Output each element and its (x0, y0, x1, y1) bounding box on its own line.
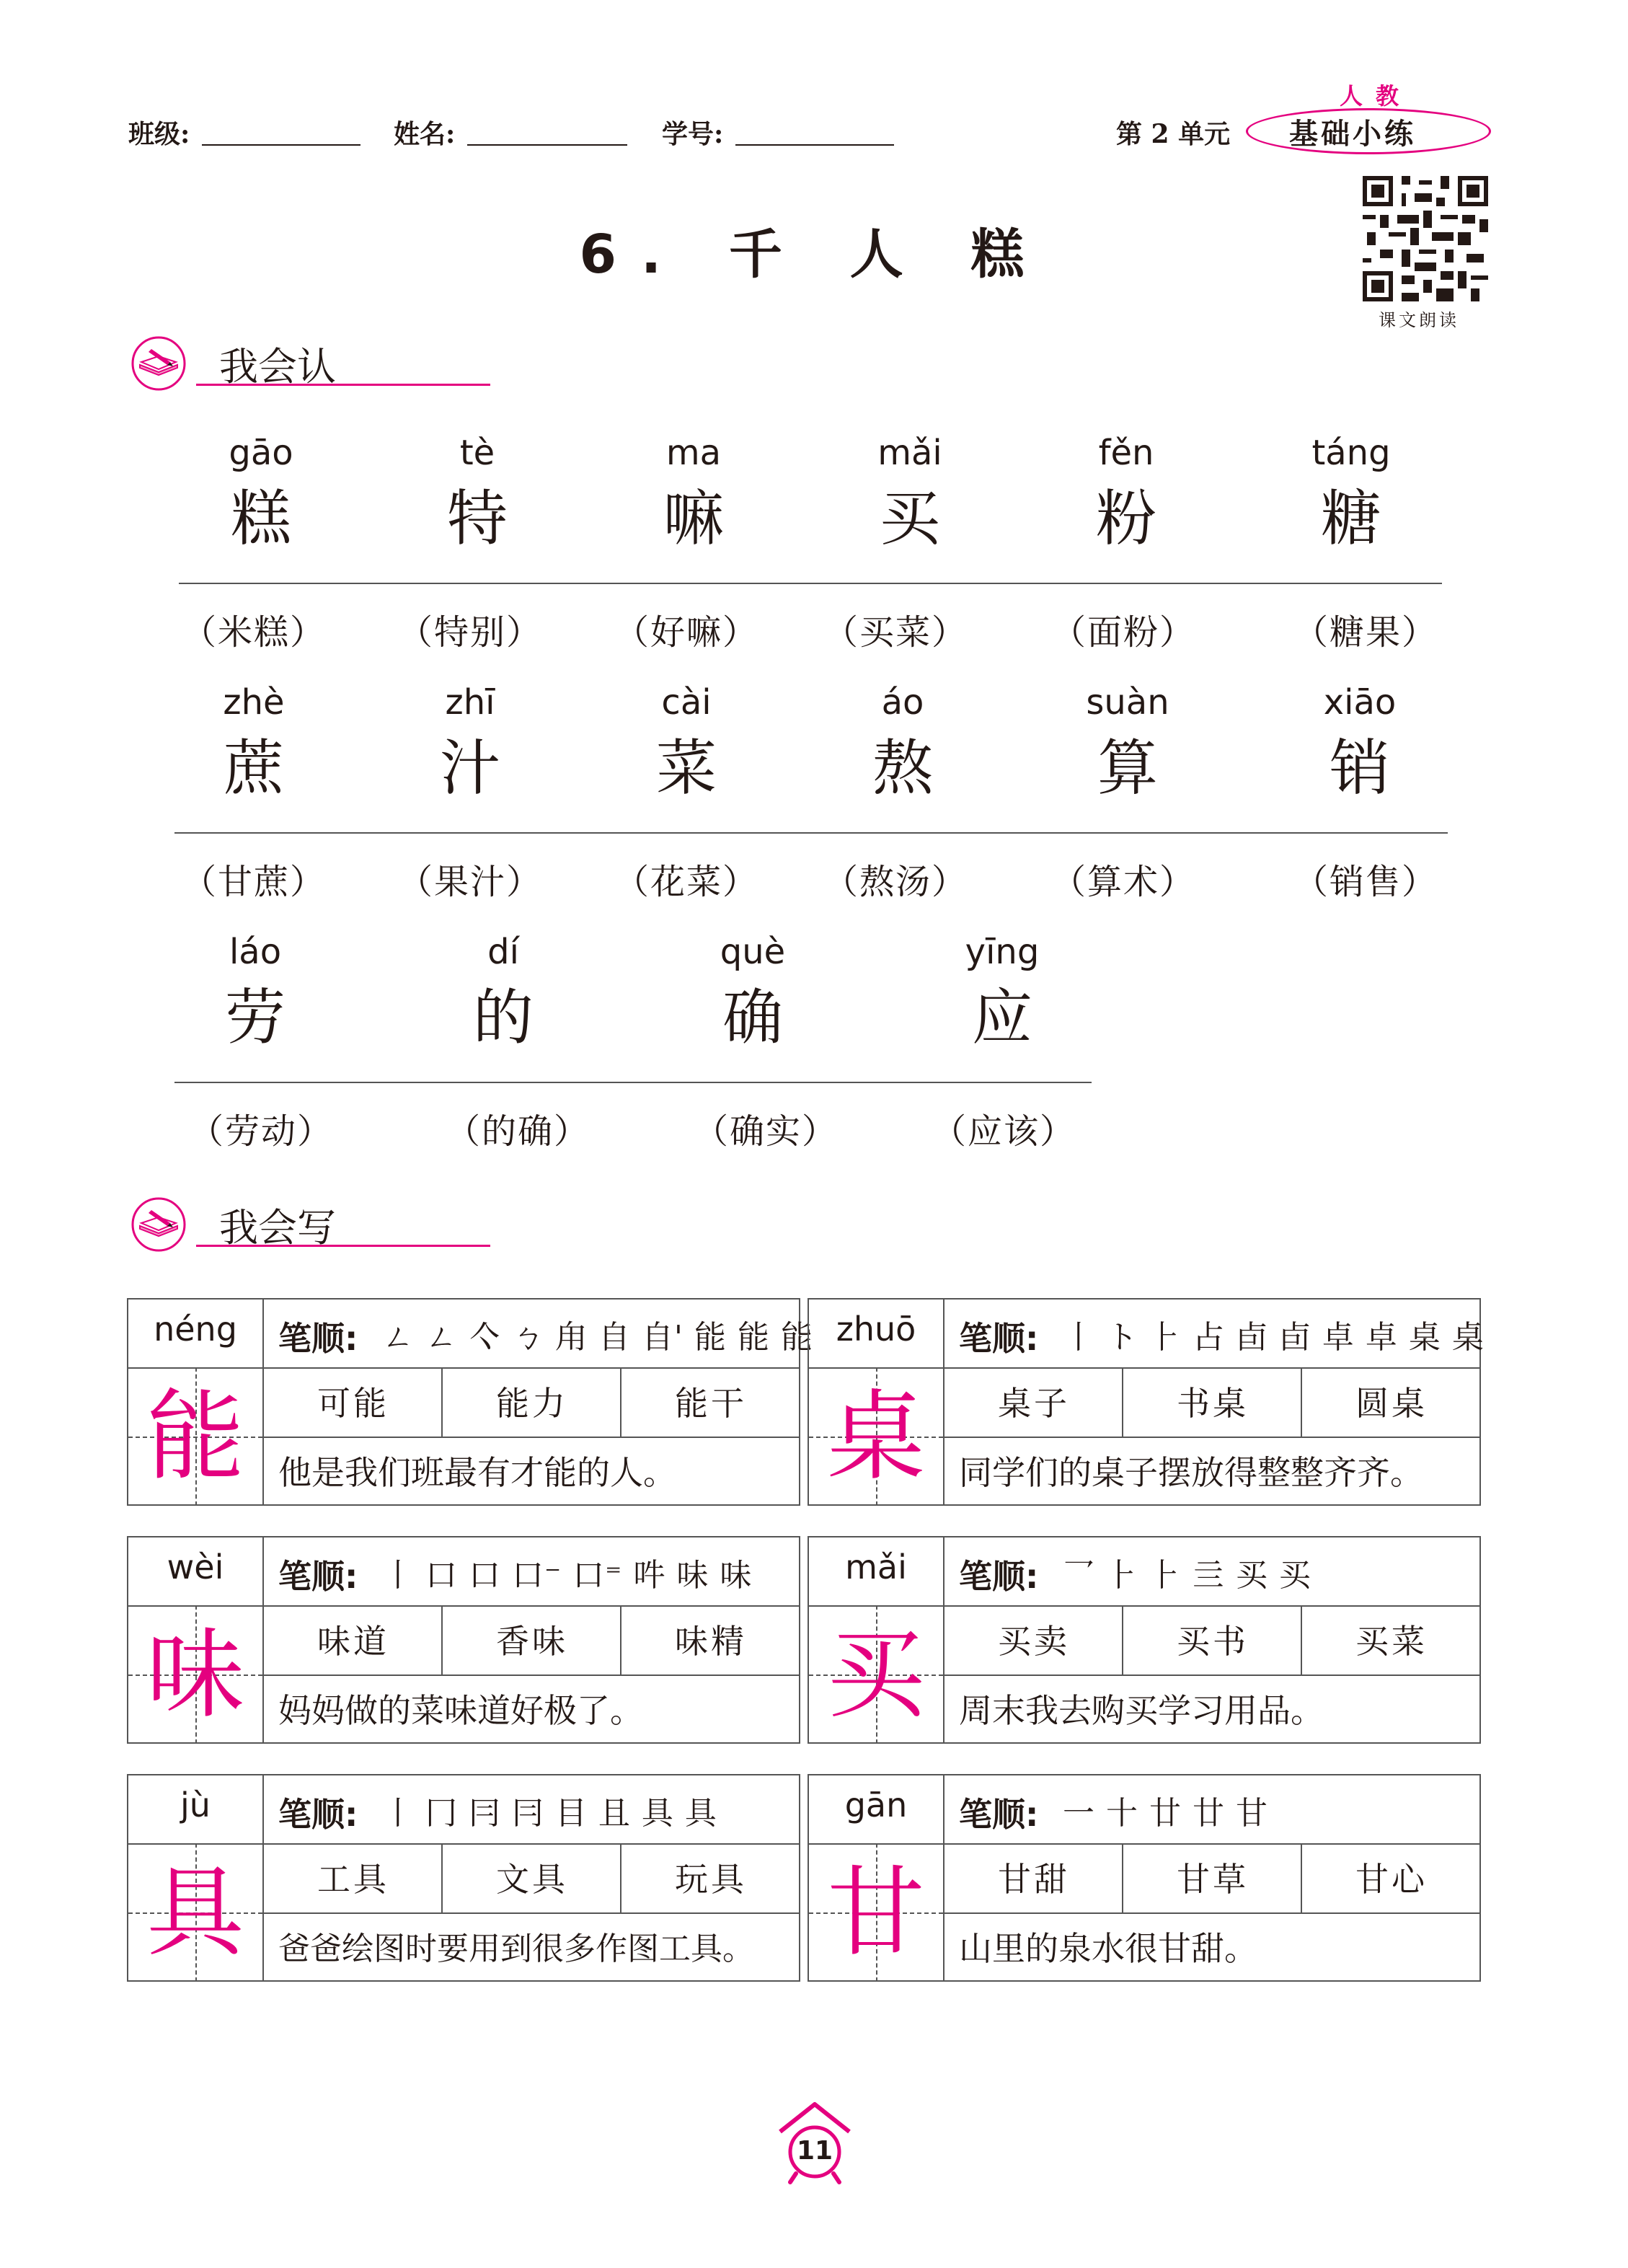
write-pinyin: zhuō (836, 1310, 916, 1349)
pinyin: mǎi (877, 433, 942, 473)
recognize-item (645, 932, 861, 1056)
character: 糖 (1320, 483, 1381, 554)
character: 应 (971, 982, 1032, 1053)
word: （好嘛） (614, 612, 758, 653)
write-pinyin: wèi (167, 1548, 224, 1587)
pinyin: dí (487, 932, 519, 972)
book-icon (130, 333, 187, 391)
pinyin: tè (459, 433, 495, 473)
stroke-order: 丨 冂 冃 冃 目 且 具 具 (382, 1795, 717, 1832)
brand-text: 基础小练 (1289, 117, 1416, 151)
section-recognize (130, 333, 375, 391)
pinyin: xiāo (1323, 682, 1397, 723)
recognize-item (1019, 682, 1236, 807)
pinyin: ma (665, 433, 722, 473)
recognize-item (153, 433, 369, 557)
example-sentence: 同学们的桌子摆放得整整齐齐。 (959, 1453, 1423, 1492)
example-word: 可能 (317, 1384, 389, 1423)
character: 销 (1329, 733, 1390, 803)
example-sentence: 爸爸绘图时要用到很多作图工具。 (278, 1931, 754, 1967)
word: （买菜） (823, 612, 968, 653)
word: （特别） (397, 612, 542, 653)
example-word: 味道 (317, 1622, 389, 1661)
recognize-item (795, 682, 1011, 807)
class-label: 班级: (128, 119, 190, 149)
example-word: 买卖 (998, 1622, 1070, 1661)
write-character: 桌 (827, 1380, 925, 1494)
character: 嘛 (663, 483, 724, 554)
write-box-neng (127, 1298, 813, 1506)
pinyin: gāo (229, 433, 293, 473)
example-word: 桌子 (998, 1384, 1070, 1423)
write-pinyin: néng (154, 1310, 237, 1349)
pinyin: zhī (445, 682, 495, 723)
character: 劳 (224, 982, 286, 1053)
id-field[interactable] (735, 144, 894, 146)
example-sentence: 山里的泉水很甘甜。 (959, 1929, 1257, 1968)
word: （花菜） (614, 862, 758, 902)
page-number: 11 (796, 2136, 833, 2166)
pinyin: táng (1311, 433, 1391, 473)
character: 糕 (230, 483, 291, 554)
word: （糖果） (1293, 612, 1438, 653)
example-sentence: 妈妈做的菜味道好极了。 (278, 1691, 643, 1730)
recognize-item (1252, 682, 1468, 807)
write-character: 味 (146, 1618, 244, 1732)
example-word: 买书 (1177, 1622, 1249, 1661)
example-word: 味精 (675, 1622, 747, 1661)
write-box-ju (127, 1774, 800, 1982)
example-word: 圆桌 (1355, 1384, 1428, 1423)
book-icon (130, 1194, 187, 1252)
example-sentence: 周末我去购买学习用品。 (959, 1691, 1324, 1730)
write-box-mai (808, 1536, 1481, 1744)
pinyin: zhè (223, 682, 285, 723)
recognize-item (147, 932, 363, 1056)
stroke-order: 一 十 廿 廿 甘 (1063, 1795, 1268, 1832)
id-label: 学号: (662, 119, 724, 149)
example-word: 香味 (496, 1622, 568, 1661)
page-title: 6. 千 人 糕 (579, 224, 1049, 286)
recognize-item (362, 682, 578, 807)
brand-logo (1246, 108, 1490, 153)
word: （的确） (445, 1111, 590, 1152)
character: 菜 (655, 733, 717, 803)
example-word: 甘草 (1177, 1860, 1249, 1899)
character: 的 (472, 982, 534, 1053)
section-write-title: 我会写 (219, 1205, 336, 1250)
divider (179, 583, 1442, 584)
example-sentence: 他是我们班最有才能的人。 (278, 1453, 676, 1492)
write-pinyin: mǎi (845, 1548, 907, 1587)
stroke-order-label: 笔顺: (959, 1319, 1039, 1358)
write-character: 能 (146, 1380, 244, 1494)
character: 买 (879, 483, 940, 554)
stroke-order-label: 笔顺: (959, 1795, 1039, 1834)
stroke-order: 丨 ト ⺊ 占 卣 卣 卓 卓 桌 桌 (1063, 1319, 1485, 1356)
divider (174, 1082, 1092, 1083)
recognize-item (395, 932, 611, 1056)
class-field[interactable] (202, 144, 360, 146)
name-field[interactable] (467, 144, 627, 146)
stroke-order-label: 笔顺: (278, 1319, 358, 1358)
stroke-order: 丨 口 口 口⁻ 口⁼ 吽 味 味 (382, 1557, 753, 1594)
example-word: 玩具 (675, 1860, 747, 1899)
write-box-gan (808, 1774, 1481, 1982)
recognize-item (1243, 433, 1459, 557)
section-recognize-title: 我会认 (219, 344, 336, 389)
recognize-item (802, 433, 1018, 557)
pinyin: suàn (1086, 682, 1169, 723)
character: 蔗 (223, 733, 284, 803)
example-word: 甘心 (1355, 1860, 1428, 1899)
write-box-wei (127, 1536, 800, 1744)
pinyin: yīng (965, 932, 1040, 972)
recognize-item (578, 682, 795, 807)
word: （果汁） (397, 862, 542, 902)
stroke-order: 乛 ⺊ ⺊ 亖 买 买 (1063, 1557, 1311, 1594)
write-character: 甘 (827, 1856, 925, 1970)
stroke-order-label: 笔顺: (278, 1557, 358, 1596)
name-label: 姓名: (394, 119, 456, 149)
word: （面粉） (1050, 612, 1195, 653)
example-word: 甘甜 (998, 1860, 1070, 1899)
stroke-order-label: 笔顺: (278, 1795, 358, 1834)
character: 熬 (872, 733, 933, 803)
stroke-order-label: 笔顺: (959, 1557, 1039, 1596)
word: （熬汤） (823, 862, 968, 902)
example-word: 能干 (675, 1384, 747, 1423)
pinyin: láo (229, 932, 282, 972)
pinyin: cài (661, 682, 712, 723)
write-character: 买 (827, 1618, 925, 1732)
example-word: 能力 (496, 1384, 568, 1423)
write-pinyin: jù (180, 1786, 211, 1824)
character: 确 (722, 982, 783, 1053)
stroke-order: ㄥ ㄥ 亽 ㄅ 甪 自 自' 能 能 能 (382, 1319, 813, 1356)
word: （销售） (1293, 862, 1438, 902)
example-word: 文具 (496, 1860, 568, 1899)
character: 汁 (439, 733, 500, 803)
write-pinyin: gān (844, 1786, 908, 1824)
example-word: 书桌 (1177, 1384, 1249, 1423)
word: （确实） (693, 1111, 838, 1152)
word: （算术） (1050, 862, 1195, 902)
character: 算 (1097, 733, 1158, 803)
divider (174, 832, 1448, 834)
page-number-badge (774, 2100, 855, 2187)
write-character: 具 (146, 1856, 244, 1970)
recognize-item (1018, 433, 1234, 557)
recognize-item (146, 682, 362, 807)
example-word: 工具 (317, 1860, 389, 1899)
pinyin: áo (881, 682, 924, 723)
pinyin: fěn (1098, 433, 1154, 473)
word: （应该） (931, 1111, 1076, 1152)
section-write (130, 1194, 375, 1252)
word: （米糕） (181, 612, 326, 653)
qr-label: 课文朗读 (1379, 310, 1459, 330)
write-box-zhuo (808, 1298, 1485, 1506)
character: 粉 (1095, 483, 1156, 554)
brand-publisher: 人教 (1340, 82, 1412, 110)
character: 特 (446, 483, 508, 554)
unit-label: 第 2 单元 (1116, 119, 1231, 149)
pinyin: què (720, 932, 786, 972)
word: （劳动） (188, 1111, 333, 1152)
recognize-item (585, 433, 802, 557)
word: （甘蔗） (181, 862, 326, 902)
example-word: 买菜 (1355, 1622, 1428, 1661)
recognize-item (369, 433, 585, 557)
recognize-item (894, 932, 1110, 1056)
